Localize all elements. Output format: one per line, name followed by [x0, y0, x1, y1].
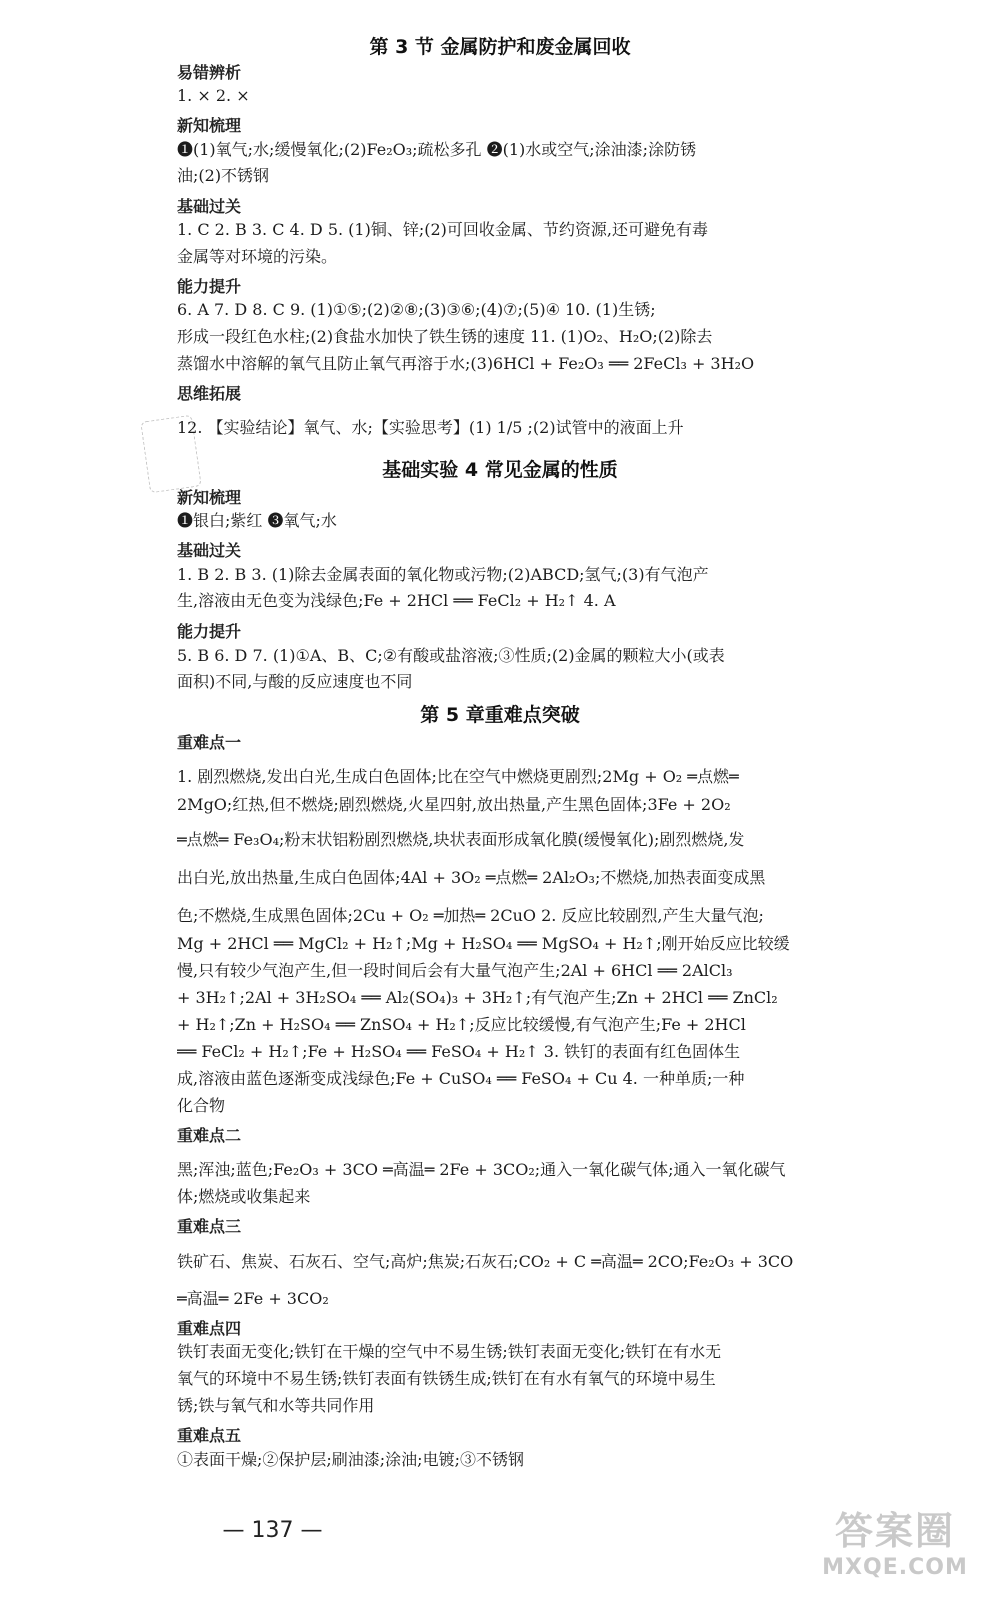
- answer-line: 1. 剧烈燃烧,发出白光,生成白色固体;比在空气中燃烧更剧烈;2Mg + O₂ ═点燃═: [177, 767, 739, 786]
- subheading-nengli: 能力提升: [177, 277, 242, 296]
- answer-line: ══ FeCl₂ + H₂↑;Fe + H₂SO₄ ══ FeSO₄ + H₂↑ 3. 铁钉的表面有红色固体生: [177, 1042, 741, 1061]
- subheading-nandian-5: 重难点五: [177, 1426, 242, 1445]
- section-title-experiment: 基础实验 4 常见金属的性质: [382, 459, 618, 481]
- answer-line: 蒸馏水中溶解的氧气且防止氧气再溶于水;(3)6HCl + Fe₂O₃ ══ 2FeCl₃ + 3H₂O: [177, 354, 755, 373]
- answer-line: Mg + 2HCl ══ MgCl₂ + H₂↑;Mg + H₂SO₄ ══ MgSO₄ + H₂↑;刚开始反应比较缓: [177, 934, 790, 953]
- subheading-siwei: 思维拓展: [177, 384, 242, 403]
- subheading-nandian-3: 重难点三: [177, 1217, 242, 1236]
- answer-line: ═高温═ 2Fe + 3CO₂: [177, 1289, 329, 1308]
- answer-line: 锈;铁与氧气和水等共同作用: [177, 1396, 375, 1415]
- answer-line: 体;燃烧或收集起来: [177, 1187, 311, 1206]
- answer-line: ═点燃═ Fe₃O₄;粉末状铝粉剧烈燃烧,块状表面形成氧化膜(缓慢氧化);剧烈燃烧,发: [177, 830, 745, 849]
- answer-line: ❶银白;紫红 ❸氧气;水: [177, 511, 337, 530]
- answer-line: 氧气的环境中不易生锈;铁钉表面有铁锈生成;铁钉在有水有氧气的环境中易生: [177, 1369, 716, 1388]
- answer-line: + 3H₂↑;2Al + 3H₂SO₄ ══ Al₂(SO₄)₃ + 3H₂↑;有气泡产生;Zn + 2HCl ══ ZnCl₂: [177, 988, 778, 1007]
- answer-line: 形成一段红色水柱;(2)食盐水加快了铁生锈的速度 11. (1)O₂、H₂O;(2)除去: [177, 327, 713, 346]
- answer-line: 面积)不同,与酸的反应速度也不同: [177, 672, 413, 691]
- answer-line: 1. C 2. B 3. C 4. D 5. (1)铜、锌;(2)可回收金属、节约资源,还可避免有毒: [177, 220, 708, 239]
- subheading-jichu: 基础过关: [177, 197, 242, 216]
- answer-line: 金属等对环境的污染。: [177, 247, 338, 266]
- answer-line: 6. A 7. D 8. C 9. (1)①⑤;(2)②⑧;(3)③⑥;(4)⑦;(5)④ 10. (1)生锈;: [177, 300, 656, 319]
- answer-line: 色;不燃烧,生成黑色固体;2Cu + O₂ ═加热═ 2CuO 2. 反应比较剧烈,产生大量气泡;: [177, 906, 764, 925]
- answer-line: 铁钉表面无变化;铁钉在干燥的空气中不易生锈;铁钉表面无变化;铁钉在有水无: [177, 1342, 722, 1361]
- subheading-nandian-2: 重难点二: [177, 1126, 242, 1145]
- watermark-logo: [815, 1500, 975, 1580]
- answer-line: + H₂↑;Zn + H₂SO₄ ══ ZnSO₄ + H₂↑;反应比较缓慢,有气泡产生;Fe + 2HCl: [177, 1015, 746, 1034]
- answer-line: 成,溶液由蓝色逐渐变成浅绿色;Fe + CuSO₄ ══ FeSO₄ + Cu 4. 一种单质;一种: [177, 1069, 745, 1088]
- answer-line: 2MgO;红热,但不燃烧;剧烈燃烧,火星四射,放出热量,产生黑色固体;3Fe + 2O₂: [177, 795, 731, 814]
- subheading-xinzhi: 新知梳理: [177, 116, 242, 135]
- watermark-text: 答案圈: [834, 1509, 955, 1553]
- answer-line: 化合物: [177, 1096, 226, 1115]
- section-title-chapter5: 第 5 章重难点突破: [420, 704, 580, 726]
- answer-line: 1. × 2. ×: [177, 86, 250, 105]
- subheading-jichu: 基础过关: [177, 541, 242, 560]
- subheading-yicuo: 易错辨析: [177, 63, 242, 82]
- answer-line: 黑;浑浊;蓝色;Fe₂O₃ + 3CO ═高温═ 2Fe + 3CO₂;通入一氧化碳气体;通入一氧化碳气: [177, 1160, 786, 1179]
- answer-line: 生,溶液由无色变为浅绿色;Fe + 2HCl ══ FeCl₂ + H₂↑ 4. A: [177, 591, 616, 610]
- answer-line: 油;(2)不锈钢: [177, 166, 270, 185]
- subheading-nengli: 能力提升: [177, 622, 242, 641]
- watermark-url: MXQE.COM: [822, 1555, 968, 1580]
- section-title-3: 第 3 节 金属防护和废金属回收: [369, 36, 631, 58]
- subheading-nandian-4: 重难点四: [177, 1319, 242, 1338]
- answer-line: ①表面干燥;②保护层;刷油漆;涂油;电镀;③不锈钢: [177, 1450, 524, 1469]
- answer-line: ❶(1)氧气;水;缓慢氧化;(2)Fe₂O₃;疏松多孔 ❷(1)水或空气;涂油漆;涂防锈: [177, 140, 697, 159]
- subheading-nandian-1: 重难点一: [177, 733, 242, 752]
- answer-line: 铁矿石、焦炭、石灰石、空气;高炉;焦炭;石灰石;CO₂ + C ═高温═ 2CO;Fe₂O₃ + 3CO: [177, 1252, 794, 1271]
- answer-line: 1. B 2. B 3. (1)除去金属表面的氧化物或污物;(2)ABCD;氢气;(3)有气泡产: [177, 565, 709, 584]
- subheading-xinzhi: 新知梳理: [177, 488, 242, 507]
- answer-line: 慢,只有较少气泡产生,但一段时间后会有大量气泡产生;2Al + 6HCl ══ 2AlCl₃: [177, 961, 733, 980]
- page-number: — 137 —: [222, 1518, 323, 1543]
- answer-line: 5. B 6. D 7. (1)①A、B、C;②有酸或盐溶液;③性质;(2)金属的颗粒大小(或表: [177, 646, 725, 665]
- answer-line: 12. 【实验结论】氧气、水;【实验思考】(1) 1/5 ;(2)试管中的液面上升: [177, 418, 684, 437]
- answer-line: 出白光,放出热量,生成白色固体;4Al + 3O₂ ═点燃═ 2Al₂O₃;不燃烧,加热表面变成黑: [177, 868, 766, 887]
